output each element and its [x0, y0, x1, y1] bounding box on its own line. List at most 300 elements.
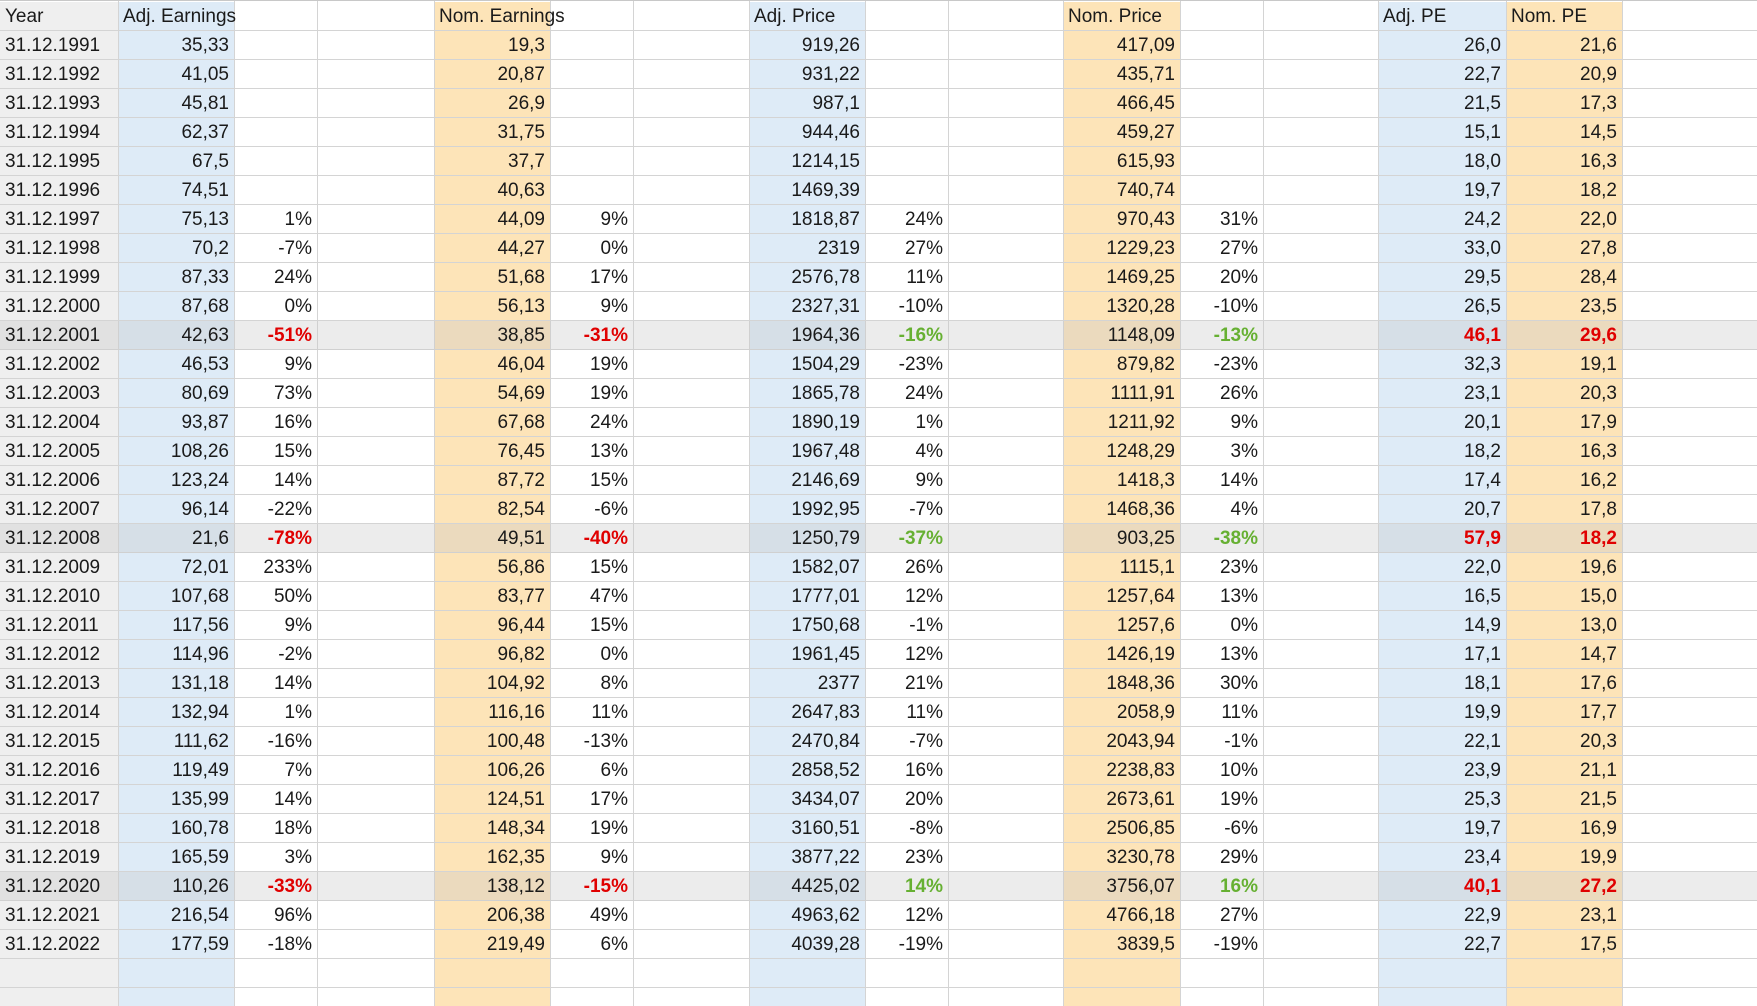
adj-earnings-cell[interactable]: 75,13	[181, 209, 229, 230]
nom-pe-cell[interactable]: 15,0	[1580, 586, 1617, 607]
adj-price-cell[interactable]: 3877,22	[791, 847, 860, 868]
adj-earnings-cell[interactable]: 135,99	[170, 789, 229, 810]
adj-earnings-change-cell[interactable]: 0%	[284, 296, 312, 317]
year-cell[interactable]: 31.12.2015	[5, 731, 101, 752]
nom-price-cell[interactable]: 2238,83	[1106, 760, 1175, 781]
adj-price-cell[interactable]: 4963,62	[791, 905, 860, 926]
adj-earnings-change-cell[interactable]: 16%	[273, 412, 312, 433]
adj-price-cell[interactable]: 2647,83	[791, 702, 860, 723]
nom-earnings-change-cell[interactable]: 15%	[589, 615, 628, 636]
nom-price-change-cell[interactable]: 13%	[1219, 586, 1258, 607]
adj-pe-cell[interactable]: 21,5	[1464, 93, 1501, 114]
nom-pe-cell[interactable]: 19,1	[1580, 354, 1617, 375]
adj-price-change-cell[interactable]: 26%	[904, 557, 943, 578]
year-cell[interactable]: 31.12.2022	[5, 934, 101, 955]
adj-earnings-change-cell[interactable]	[234, 89, 317, 118]
adj-earnings-cell[interactable]: 131,18	[170, 673, 229, 694]
adj-earnings-cell[interactable]: 74,51	[181, 180, 229, 201]
adj-price-cell[interactable]: 1214,15	[791, 151, 860, 172]
adj-price-cell[interactable]: 931,22	[801, 64, 860, 85]
year-cell[interactable]: 31.12.2018	[5, 818, 101, 839]
nom-earnings-change-cell[interactable]: -13%	[583, 731, 628, 752]
year-cell[interactable]: 31.12.1999	[5, 267, 101, 288]
adj-price-change-cell[interactable]: -8%	[909, 818, 943, 839]
nom-price-cell[interactable]: 1469,25	[1106, 267, 1175, 288]
adj-earnings-cell[interactable]: 45,81	[181, 93, 229, 114]
nom-price-cell[interactable]: 435,71	[1116, 64, 1175, 85]
nom-earnings-change-cell[interactable]: 15%	[589, 470, 628, 491]
nom-earnings-cell[interactable]: 96,44	[497, 615, 545, 636]
nom-earnings-change-cell[interactable]	[550, 89, 633, 118]
nom-earnings-change-cell[interactable]: 9%	[600, 296, 628, 317]
nom-earnings-change-cell[interactable]	[550, 147, 633, 176]
adj-earnings-change-cell[interactable]: 14%	[273, 789, 312, 810]
nom-price-cell[interactable]: 3756,07	[1106, 876, 1175, 897]
adj-pe-cell[interactable]: 18,0	[1464, 151, 1501, 172]
nom-pe-cell[interactable]: 19,9	[1580, 847, 1617, 868]
adj-earnings-cell[interactable]: 160,78	[170, 818, 229, 839]
nom-price-change-cell[interactable]	[1180, 176, 1263, 205]
nom-earnings-cell[interactable]: 83,77	[497, 586, 545, 607]
adj-price-change-cell[interactable]: -1%	[909, 615, 943, 636]
nom-earnings-change-cell[interactable]	[550, 118, 633, 147]
nom-pe-cell[interactable]: 22,0	[1580, 209, 1617, 230]
nom-pe-cell[interactable]: 29,6	[1580, 325, 1617, 346]
adj-pe-cell[interactable]: 17,1	[1464, 644, 1501, 665]
adj-pe-cell[interactable]: 22,7	[1464, 64, 1501, 85]
adj-earnings-cell[interactable]: 67,5	[192, 151, 229, 172]
adj-price-change-cell[interactable]: 11%	[906, 702, 943, 723]
nom-price-cell[interactable]: 417,09	[1116, 35, 1175, 56]
nom-earnings-change-cell[interactable]: 19%	[589, 354, 628, 375]
nom-pe-cell[interactable]: 16,2	[1580, 470, 1617, 491]
header-adj-earnings[interactable]: Adj. Earnings	[123, 6, 237, 27]
year-cell[interactable]: 31.12.1992	[5, 64, 101, 85]
nom-price-cell[interactable]: 970,43	[1116, 209, 1175, 230]
adj-price-change-cell[interactable]: -37%	[898, 528, 943, 549]
adj-earnings-change-cell[interactable]	[234, 31, 317, 60]
adj-price-change-cell[interactable]: 12%	[904, 905, 943, 926]
adj-pe-cell[interactable]: 57,9	[1464, 528, 1501, 549]
nom-pe-cell[interactable]: 16,3	[1580, 151, 1617, 172]
header-adj-price[interactable]: Adj. Price	[754, 6, 836, 27]
nom-price-change-cell[interactable]	[1180, 89, 1263, 118]
year-cell[interactable]: 31.12.2013	[5, 673, 101, 694]
adj-price-cell[interactable]: 1750,68	[791, 615, 860, 636]
adj-price-change-cell[interactable]: 16%	[904, 760, 943, 781]
nom-earnings-cell[interactable]: 76,45	[497, 441, 545, 462]
year-cell[interactable]: 31.12.2002	[5, 354, 101, 375]
adj-earnings-cell[interactable]: 216,54	[170, 905, 229, 926]
nom-earnings-cell[interactable]: 100,48	[486, 731, 545, 752]
year-cell[interactable]: 31.12.2001	[5, 325, 101, 346]
adj-earnings-cell[interactable]: 41,05	[181, 64, 229, 85]
adj-pe-cell[interactable]: 29,5	[1464, 267, 1501, 288]
year-cell[interactable]: 31.12.2017	[5, 789, 101, 810]
nom-earnings-change-cell[interactable]: -6%	[594, 499, 628, 520]
adj-earnings-change-cell[interactable]: 96%	[273, 905, 312, 926]
nom-earnings-cell[interactable]: 37,7	[508, 151, 545, 172]
adj-earnings-change-cell[interactable]: 1%	[284, 702, 312, 723]
adj-price-cell[interactable]: 1777,01	[791, 586, 860, 607]
adj-earnings-cell[interactable]: 114,96	[172, 644, 229, 665]
adj-pe-cell[interactable]: 26,5	[1464, 296, 1501, 317]
adj-pe-cell[interactable]: 19,7	[1464, 818, 1501, 839]
adj-pe-cell[interactable]: 23,4	[1464, 847, 1501, 868]
adj-earnings-change-cell[interactable]: 3%	[284, 847, 312, 868]
nom-earnings-change-cell[interactable]: 24%	[589, 412, 628, 433]
year-cell[interactable]: 31.12.2003	[5, 383, 101, 404]
adj-price-cell[interactable]: 1250,79	[791, 528, 860, 549]
nom-pe-cell[interactable]: 20,3	[1580, 731, 1617, 752]
adj-price-change-cell[interactable]	[865, 31, 948, 60]
nom-price-cell[interactable]: 1418,3	[1116, 470, 1175, 491]
nom-price-change-cell[interactable]: -10%	[1213, 296, 1258, 317]
nom-earnings-cell[interactable]: 106,26	[486, 760, 545, 781]
nom-earnings-cell[interactable]: 20,87	[497, 64, 545, 85]
nom-price-change-cell[interactable]: 14%	[1219, 470, 1258, 491]
adj-price-cell[interactable]: 1890,19	[791, 412, 860, 433]
nom-price-cell[interactable]: 3230,78	[1106, 847, 1175, 868]
adj-pe-cell[interactable]: 33,0	[1464, 238, 1501, 259]
nom-price-cell[interactable]: 1848,36	[1106, 673, 1175, 694]
adj-price-change-cell[interactable]: -10%	[898, 296, 943, 317]
adj-price-cell[interactable]: 4039,28	[791, 934, 860, 955]
nom-price-change-cell[interactable]: 3%	[1230, 441, 1258, 462]
nom-earnings-cell[interactable]: 87,72	[497, 470, 545, 491]
nom-earnings-change-cell[interactable]	[550, 176, 633, 205]
adj-price-cell[interactable]: 987,1	[812, 93, 860, 114]
nom-price-cell[interactable]: 1229,23	[1106, 238, 1175, 259]
year-cell[interactable]: 31.12.1995	[5, 151, 101, 172]
nom-price-change-cell[interactable]: 27%	[1219, 238, 1258, 259]
nom-price-change-cell[interactable]: -1%	[1224, 731, 1258, 752]
nom-earnings-change-cell[interactable]: 19%	[589, 818, 628, 839]
nom-pe-cell[interactable]: 17,5	[1580, 934, 1617, 955]
nom-price-cell[interactable]: 2058,9	[1116, 702, 1175, 723]
nom-price-change-cell[interactable]	[1180, 118, 1263, 147]
adj-earnings-change-cell[interactable]: 50%	[273, 586, 312, 607]
nom-price-change-cell[interactable]: 9%	[1230, 412, 1258, 433]
adj-earnings-cell[interactable]: 21,6	[192, 528, 229, 549]
adj-price-change-cell[interactable]: 23%	[904, 847, 943, 868]
year-cell[interactable]: 31.12.1991	[5, 35, 101, 56]
adj-pe-cell[interactable]: 22,1	[1464, 731, 1501, 752]
nom-price-change-cell[interactable]: 10%	[1219, 760, 1258, 781]
nom-pe-cell[interactable]: 28,4	[1580, 267, 1617, 288]
adj-price-change-cell[interactable]: 12%	[904, 644, 943, 665]
adj-price-cell[interactable]: 3160,51	[791, 818, 860, 839]
nom-pe-cell[interactable]: 17,9	[1580, 412, 1617, 433]
nom-pe-cell[interactable]: 23,5	[1580, 296, 1617, 317]
year-cell[interactable]: 31.12.1994	[5, 122, 101, 143]
adj-pe-cell[interactable]: 20,1	[1464, 412, 1501, 433]
nom-price-cell[interactable]: 1468,36	[1106, 499, 1175, 520]
nom-pe-cell[interactable]: 18,2	[1580, 180, 1617, 201]
nom-price-cell[interactable]: 903,25	[1116, 528, 1175, 549]
adj-pe-cell[interactable]: 24,2	[1464, 209, 1501, 230]
nom-price-change-cell[interactable]: -19%	[1213, 934, 1258, 955]
nom-earnings-change-cell[interactable]: 0%	[600, 644, 628, 665]
year-cell[interactable]: 31.12.2006	[5, 470, 101, 491]
adj-price-cell[interactable]: 2576,78	[791, 267, 860, 288]
adj-earnings-change-cell[interactable]: -2%	[278, 644, 312, 665]
adj-price-cell[interactable]: 1992,95	[791, 499, 860, 520]
adj-earnings-cell[interactable]: 46,53	[181, 354, 229, 375]
adj-earnings-cell[interactable]: 110,26	[172, 876, 229, 897]
adj-price-change-cell[interactable]: -7%	[909, 499, 943, 520]
year-cell[interactable]: 31.12.2011	[5, 615, 99, 636]
nom-earnings-change-cell[interactable]: 9%	[600, 209, 628, 230]
nom-pe-cell[interactable]: 21,5	[1580, 789, 1617, 810]
nom-price-change-cell[interactable]	[1180, 60, 1263, 89]
adj-earnings-change-cell[interactable]: 14%	[273, 470, 312, 491]
nom-price-change-cell[interactable]: 23%	[1219, 557, 1258, 578]
nom-pe-cell[interactable]: 17,6	[1580, 673, 1617, 694]
nom-pe-cell[interactable]: 21,1	[1580, 760, 1617, 781]
header-nom-earnings[interactable]: Nom. Earnings	[439, 6, 565, 27]
nom-earnings-change-cell[interactable]: 15%	[589, 557, 628, 578]
adj-price-cell[interactable]: 2146,69	[791, 470, 860, 491]
adj-pe-cell[interactable]: 18,2	[1464, 441, 1501, 462]
adj-pe-cell[interactable]: 32,3	[1464, 354, 1501, 375]
nom-earnings-cell[interactable]: 56,13	[497, 296, 545, 317]
nom-price-cell[interactable]: 3839,5	[1116, 934, 1175, 955]
year-cell[interactable]: 31.12.2010	[5, 586, 101, 607]
adj-pe-cell[interactable]: 23,9	[1464, 760, 1501, 781]
year-cell[interactable]: 31.12.1993	[5, 93, 101, 114]
adj-earnings-cell[interactable]: 96,14	[181, 499, 229, 520]
nom-earnings-cell[interactable]: 38,85	[497, 325, 545, 346]
nom-pe-cell[interactable]: 19,6	[1580, 557, 1617, 578]
adj-earnings-change-cell[interactable]: 7%	[284, 760, 312, 781]
year-cell[interactable]: 31.12.2016	[5, 760, 101, 781]
year-cell[interactable]: 31.12.2020	[5, 876, 101, 897]
adj-price-change-cell[interactable]: 21%	[904, 673, 943, 694]
year-cell[interactable]: 31.12.2021	[5, 905, 101, 926]
nom-earnings-change-cell[interactable]: 17%	[589, 789, 628, 810]
nom-price-cell[interactable]: 1426,19	[1106, 644, 1175, 665]
adj-price-change-cell[interactable]: 9%	[915, 470, 943, 491]
adj-price-cell[interactable]: 1818,87	[791, 209, 860, 230]
adj-price-change-cell[interactable]: -23%	[898, 354, 943, 375]
nom-price-change-cell[interactable]: 19%	[1219, 789, 1258, 810]
nom-earnings-cell[interactable]: 56,86	[497, 557, 545, 578]
nom-price-cell[interactable]: 615,93	[1116, 151, 1175, 172]
adj-earnings-change-cell[interactable]: 9%	[284, 615, 312, 636]
nom-earnings-change-cell[interactable]: 0%	[600, 238, 628, 259]
adj-price-change-cell[interactable]: 20%	[904, 789, 943, 810]
nom-earnings-change-cell[interactable]: 6%	[600, 760, 628, 781]
nom-earnings-cell[interactable]: 67,68	[497, 412, 545, 433]
nom-price-change-cell[interactable]: 4%	[1230, 499, 1258, 520]
nom-price-change-cell[interactable]	[1180, 147, 1263, 176]
nom-price-cell[interactable]: 1115,1	[1119, 557, 1175, 578]
year-cell[interactable]: 31.12.1996	[5, 180, 101, 201]
nom-earnings-change-cell[interactable]: -40%	[583, 528, 628, 549]
adj-price-change-cell[interactable]	[865, 176, 948, 205]
nom-earnings-cell[interactable]: 148,34	[486, 818, 545, 839]
nom-price-cell[interactable]: 459,27	[1116, 122, 1175, 143]
adj-earnings-change-cell[interactable]	[234, 118, 317, 147]
nom-pe-cell[interactable]: 14,5	[1580, 122, 1617, 143]
nom-price-change-cell[interactable]: 0%	[1230, 615, 1258, 636]
nom-earnings-cell[interactable]: 162,35	[486, 847, 545, 868]
nom-earnings-cell[interactable]: 31,75	[497, 122, 545, 143]
adj-pe-cell[interactable]: 40,1	[1464, 876, 1501, 897]
adj-price-cell[interactable]: 1865,78	[791, 383, 860, 404]
nom-price-change-cell[interactable]: 16%	[1219, 876, 1258, 897]
adj-pe-cell[interactable]: 22,0	[1464, 557, 1501, 578]
nom-price-cell[interactable]: 1111,91	[1110, 383, 1175, 404]
adj-earnings-cell[interactable]: 62,37	[181, 122, 229, 143]
adj-earnings-change-cell[interactable]: 73%	[273, 383, 312, 404]
adj-pe-cell[interactable]: 22,7	[1464, 934, 1501, 955]
year-cell[interactable]: 31.12.2005	[5, 441, 101, 462]
adj-pe-cell[interactable]: 19,7	[1464, 180, 1501, 201]
adj-price-cell[interactable]: 2377	[817, 673, 860, 694]
adj-earnings-change-cell[interactable]: 14%	[273, 673, 312, 694]
year-cell[interactable]: 31.12.2008	[5, 528, 101, 549]
adj-earnings-change-cell[interactable]	[234, 176, 317, 205]
header-nom-pe[interactable]: Nom. PE	[1511, 6, 1588, 27]
nom-price-change-cell[interactable]: 30%	[1219, 673, 1258, 694]
nom-price-cell[interactable]: 1211,92	[1107, 412, 1175, 433]
nom-earnings-cell[interactable]: 219,49	[486, 934, 545, 955]
adj-earnings-cell[interactable]: 117,56	[172, 615, 229, 636]
nom-earnings-cell[interactable]: 124,51	[486, 789, 545, 810]
year-cell[interactable]: 31.12.2000	[5, 296, 101, 317]
adj-pe-cell[interactable]: 22,9	[1464, 905, 1501, 926]
nom-price-cell[interactable]: 1320,28	[1106, 296, 1175, 317]
adj-earnings-change-cell[interactable]: 15%	[273, 441, 312, 462]
nom-price-change-cell[interactable]: -38%	[1213, 528, 1258, 549]
nom-price-change-cell[interactable]: -6%	[1224, 818, 1258, 839]
adj-price-cell[interactable]: 2327,31	[791, 296, 860, 317]
adj-price-cell[interactable]: 1504,29	[791, 354, 860, 375]
nom-earnings-cell[interactable]: 40,63	[497, 180, 545, 201]
nom-earnings-change-cell[interactable]	[550, 60, 633, 89]
adj-earnings-cell[interactable]: 165,59	[170, 847, 229, 868]
adj-price-cell[interactable]: 944,46	[801, 122, 860, 143]
adj-pe-cell[interactable]: 16,5	[1464, 586, 1501, 607]
adj-price-change-cell[interactable]: 24%	[904, 383, 943, 404]
nom-earnings-cell[interactable]: 104,92	[486, 673, 545, 694]
nom-pe-cell[interactable]: 17,3	[1580, 93, 1617, 114]
nom-earnings-change-cell[interactable]: -15%	[583, 876, 628, 897]
nom-pe-cell[interactable]: 21,6	[1580, 35, 1617, 56]
adj-price-cell[interactable]: 919,26	[801, 35, 860, 56]
adj-earnings-change-cell[interactable]: -33%	[267, 876, 312, 897]
nom-earnings-change-cell[interactable]: 17%	[589, 267, 628, 288]
nom-price-cell[interactable]: 2673,61	[1106, 789, 1175, 810]
nom-price-change-cell[interactable]: 29%	[1219, 847, 1258, 868]
adj-price-cell[interactable]: 2470,84	[791, 731, 860, 752]
adj-pe-cell[interactable]: 18,1	[1464, 673, 1501, 694]
nom-earnings-change-cell[interactable]: 19%	[589, 383, 628, 404]
adj-price-change-cell[interactable]: 4%	[915, 441, 943, 462]
adj-pe-cell[interactable]: 14,9	[1464, 615, 1501, 636]
nom-price-change-cell[interactable]: 26%	[1219, 383, 1258, 404]
year-cell[interactable]: 31.12.2012	[5, 644, 101, 665]
adj-price-cell[interactable]: 3434,07	[791, 789, 860, 810]
adj-earnings-change-cell[interactable]: -51%	[267, 325, 312, 346]
nom-pe-cell[interactable]: 13,0	[1580, 615, 1617, 636]
nom-earnings-change-cell[interactable]: 13%	[589, 441, 628, 462]
adj-earnings-change-cell[interactable]: -78%	[267, 528, 312, 549]
nom-earnings-cell[interactable]: 96,82	[497, 644, 545, 665]
adj-earnings-change-cell[interactable]: 233%	[263, 557, 312, 578]
adj-price-cell[interactable]: 2858,52	[791, 760, 860, 781]
adj-price-change-cell[interactable]: 14%	[904, 876, 943, 897]
nom-price-cell[interactable]: 4766,18	[1106, 905, 1175, 926]
adj-earnings-change-cell[interactable]: -7%	[278, 238, 312, 259]
nom-price-cell[interactable]: 740,74	[1116, 180, 1175, 201]
nom-price-change-cell[interactable]: 27%	[1219, 905, 1258, 926]
adj-price-change-cell[interactable]: 24%	[904, 209, 943, 230]
adj-pe-cell[interactable]: 25,3	[1464, 789, 1501, 810]
adj-price-cell[interactable]: 4425,02	[791, 876, 860, 897]
nom-earnings-change-cell[interactable]: 47%	[589, 586, 628, 607]
adj-earnings-cell[interactable]: 72,01	[181, 557, 229, 578]
adj-earnings-cell[interactable]: 107,68	[170, 586, 229, 607]
adj-earnings-cell[interactable]: 87,68	[181, 296, 229, 317]
adj-price-change-cell[interactable]	[865, 118, 948, 147]
nom-earnings-cell[interactable]: 46,04	[497, 354, 545, 375]
adj-price-change-cell[interactable]: 1%	[915, 412, 943, 433]
adj-price-change-cell[interactable]	[865, 147, 948, 176]
header-year[interactable]: Year	[5, 6, 44, 27]
nom-pe-cell[interactable]: 18,2	[1580, 528, 1617, 549]
nom-price-change-cell[interactable]: 31%	[1219, 209, 1258, 230]
nom-pe-cell[interactable]: 20,9	[1580, 64, 1617, 85]
nom-price-cell[interactable]: 879,82	[1116, 354, 1175, 375]
adj-pe-cell[interactable]: 20,7	[1464, 499, 1501, 520]
adj-earnings-cell[interactable]: 80,69	[181, 383, 229, 404]
nom-price-change-cell[interactable]: 20%	[1219, 267, 1258, 288]
nom-pe-cell[interactable]: 14,7	[1580, 644, 1617, 665]
nom-price-change-cell[interactable]: -23%	[1213, 354, 1258, 375]
adj-earnings-cell[interactable]: 108,26	[170, 441, 229, 462]
nom-earnings-cell[interactable]: 82,54	[497, 499, 545, 520]
adj-price-change-cell[interactable]: -19%	[898, 934, 943, 955]
year-cell[interactable]: 31.12.1997	[5, 209, 101, 230]
adj-price-cell[interactable]: 1964,36	[791, 325, 860, 346]
adj-price-change-cell[interactable]	[865, 60, 948, 89]
adj-price-cell[interactable]: 1967,48	[791, 441, 860, 462]
nom-earnings-cell[interactable]: 49,51	[497, 528, 545, 549]
nom-earnings-change-cell[interactable]: 49%	[589, 905, 628, 926]
nom-earnings-cell[interactable]: 44,09	[497, 209, 545, 230]
nom-earnings-change-cell[interactable]: 8%	[600, 673, 628, 694]
adj-earnings-cell[interactable]: 70,2	[192, 238, 229, 259]
adj-pe-cell[interactable]: 46,1	[1464, 325, 1501, 346]
nom-earnings-cell[interactable]: 44,27	[497, 238, 545, 259]
nom-price-change-cell[interactable]	[1180, 31, 1263, 60]
header-nom-price[interactable]: Nom. Price	[1068, 6, 1162, 27]
nom-price-cell[interactable]: 1248,29	[1106, 441, 1175, 462]
nom-pe-cell[interactable]: 23,1	[1580, 905, 1617, 926]
year-cell[interactable]: 31.12.2004	[5, 412, 101, 433]
adj-pe-cell[interactable]: 17,4	[1464, 470, 1501, 491]
adj-price-cell[interactable]: 2319	[817, 238, 860, 259]
nom-pe-cell[interactable]: 17,7	[1580, 702, 1617, 723]
adj-price-change-cell[interactable]: -16%	[898, 325, 943, 346]
adj-pe-cell[interactable]: 15,1	[1464, 122, 1501, 143]
adj-earnings-cell[interactable]: 132,94	[170, 702, 229, 723]
adj-earnings-cell[interactable]: 119,49	[172, 760, 229, 781]
nom-earnings-cell[interactable]: 206,38	[486, 905, 545, 926]
